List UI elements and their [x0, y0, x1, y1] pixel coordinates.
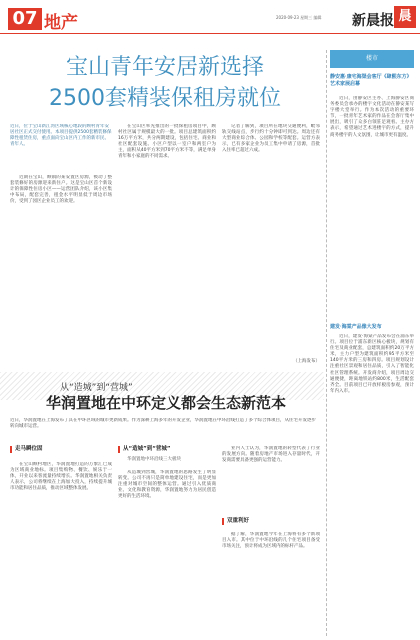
story2-subhead-2-caption: 华润置地中环沿线三大板块	[127, 457, 181, 462]
story2-subhead-1: 走马瞬位固	[10, 446, 110, 453]
paragraph: 近期在宝山，顾镇的某安置区房源，被动了整套装修好的房源迎来新住户。这是宝山区首个新设计的保障性住房小区——运营团队介绍，该小区集中布局，配套完善，租金水平明显低于周边市场价，受到了园区企业员工的欢迎。	[10, 175, 112, 205]
story2-column-3b	[222, 532, 320, 636]
story2-column-1	[10, 462, 112, 636]
paragraph: 业内人士认为，华润置地的转型代表了行业的发展方向。随着房地产市场进入存量时代，开发商需要具备更强的运营能力。	[222, 446, 320, 464]
headline-line-2: 2500套精装保租房就位	[49, 86, 281, 111]
right-column-1	[330, 96, 414, 318]
story1-column-3	[222, 124, 320, 358]
paragraph: 近日，建发·海棠产品发布会在浦东举行。项目位于浦东新区核心板块，规划有住宅及商业配套，总建筑面积约20万平方米，主力户型为建筑面积约95平方米至140平方米的三房和四房。项目规划设计注重社区景观和居住品质，引入了智能化社区管理系统。开发商介绍，项目周边交通便捷，距离地铁站约800米，生活配套齐全。目前项目已开放样板房参观，预计年内入市。	[330, 334, 414, 394]
story1-column-2	[118, 124, 216, 368]
right-section-bar	[330, 50, 414, 68]
right-headline-2: 建发·海棠产品像大发布	[330, 324, 382, 330]
story1-lede: 近日，位于宝山新江湾区域核心地段的顾村青年安居社区正式交付使用。本项目提供2500套精装修保障性租赁住房，重点面向宝山区内工作的新市民、青年人。	[10, 124, 112, 147]
page-number: 07	[8, 8, 42, 30]
paragraph: 近日，由静安区主办、上海静安区商务委员会承办的楼宇文化活动在静安某写字楼大堂举行。作为本次活动的重要环节，一批青年艺术家的作品在会客厅集中展出，吸引了众多白领驻足观看。主办方表示，希望通过艺术进楼宇的方式，提升商务楼宇的人文氛围，让城市更有温度。	[330, 96, 414, 138]
story2-column-2	[118, 470, 216, 636]
main-headline	[20, 52, 310, 114]
paragraph: 据了解，华润置地今年在上海将有多个新项目入市。其中位于中环沿线的几个住宅项目备受市场关注，预计将成为区域内的标杆产品。	[222, 532, 320, 550]
story2-subhead-2: 从“造城”到“营城”	[118, 446, 218, 453]
paragraph: 在宝山顾村地区，华润置地打造的万象汇已成为区域商业地标。项目集购物、餐饮、娱乐于一体，开业以来客流量持续增长。华润置地相关负责人表示，公司将继续在上海加大投入，持续提升城市功能和居住品质，推动区域整体发展。	[10, 462, 112, 492]
story2-subhead-3: 双重利好	[222, 518, 320, 525]
story2-column-3a	[222, 446, 320, 514]
paragraph: 记者了解到，项目所在地块交通便利，毗邻轨交线站点，步行约十分钟即可到达。周边还有大型商业综合体、公园和学校等配套。运营方表示，已有多家企业为员工集中申请了房源，首批入住率已超过六成。	[222, 124, 320, 154]
page-header	[0, 0, 420, 34]
story2-lede: 近日，华润置地在上海发布了其在中环区域的城市更新成果。作为深耕上海多年的开发企业，华润置地在中环沿线打造了多个综合体项目，从住宅开发逐步转向城市运营。	[10, 418, 316, 429]
story1-byline: （上海发布）	[293, 359, 320, 364]
story2-headline: 华润置地在中环定义都会生态新范本	[45, 394, 286, 412]
column-divider	[326, 50, 327, 636]
masthead-text: 新晨报	[352, 13, 394, 29]
paragraph: 在宝山区率先推出的一批保租房项目中，顾村社区属于规模最大的一批。项目总建筑面积约16万平方米，共分两期建设，包括住宅、商业和社区配套设施。小区户型以一室户和两室户为主，面积从40平方米到70平方米不等，满足单身青年和小家庭的不同需求。	[118, 124, 216, 160]
right-section-label: 楼市	[365, 55, 378, 62]
paragraph: 从造城到营城，华润置地的思路发生了明显转变。公司不再只是简单地建设住宅，而是更加注重对城市空间的整体运营。通过引入优质商业、文化和教育资源，华润置地努力为居民创造更好的生活环境。	[118, 470, 216, 500]
masthead-logo	[352, 6, 416, 30]
right-column-2	[330, 334, 414, 634]
headline-line-1: 宝山青年安居新选择	[65, 55, 264, 80]
right-headline-1: 静安惠·康宅海渠会客厅《肆熙东方》艺术家展启幕	[330, 74, 412, 87]
masthead-badge: 晨	[394, 6, 416, 28]
section-name: 地产	[44, 13, 78, 33]
story2-kicker: 从“造城”到“营城”	[60, 383, 133, 393]
issue-date: 2020·09·23 星期三 编辑	[276, 15, 322, 20]
story1-column-1	[10, 175, 112, 365]
